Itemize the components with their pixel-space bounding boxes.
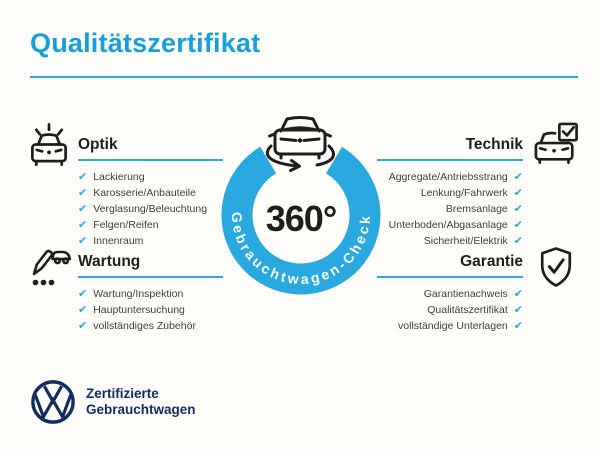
section-items-wartung	[78, 278, 223, 334]
check-item-label: Aggregate/Antriebsstrang	[388, 170, 508, 183]
check-icon: ✔	[78, 287, 88, 300]
page-title: Qualitätszertifikat	[30, 28, 261, 58]
check-icon: ✔	[78, 218, 88, 231]
check-item	[377, 233, 523, 249]
check-icon: ✔	[513, 287, 523, 300]
section-items-optik	[78, 161, 223, 249]
check-icon: ✔	[78, 234, 88, 247]
check-icon: ✔	[513, 186, 523, 199]
rotating-car-icon	[259, 113, 341, 183]
check-item-label: Bremsanlage	[445, 202, 508, 215]
vw-logo-icon	[30, 379, 76, 425]
check-item	[78, 233, 223, 249]
check-icon: ✔	[78, 186, 88, 199]
title-divider	[30, 76, 578, 78]
check-item	[377, 318, 523, 334]
check-item-label: vollständiges Zubehör	[93, 319, 196, 332]
check-icon: ✔	[78, 303, 88, 316]
check-icon: ✔	[513, 202, 523, 215]
check-item-label: Sicherheit/Elektrik	[423, 234, 508, 247]
check-item-label: Innenraum	[93, 234, 144, 247]
check-item	[78, 217, 223, 233]
check-icon: ✔	[513, 170, 523, 183]
check-item-label: Qualitätszertifikat	[427, 303, 508, 316]
check-item-label: Lackierung	[93, 170, 145, 183]
car-checkbox-icon	[532, 122, 580, 166]
section-title-technik: Technik	[377, 136, 523, 161]
check-icon: ✔	[513, 218, 523, 231]
check-icon: ✔	[513, 303, 523, 316]
shield-check-icon	[537, 245, 575, 289]
check-icon: ✔	[78, 319, 88, 332]
check-icon: ✔	[78, 170, 88, 183]
check-icon: ✔	[513, 234, 523, 247]
check-item-label: Felgen/Reifen	[93, 218, 159, 231]
check-item-label: Garantienachweis	[423, 287, 508, 300]
brand-line1: Zertifizierte	[86, 385, 159, 401]
check-icon: ✔	[513, 319, 523, 332]
check-icon: ✔	[78, 202, 88, 215]
check-item-label: vollständige Unterlagen	[398, 319, 508, 332]
check-item-label: Hauptuntersuchung	[93, 303, 185, 316]
brand-line2: Gebrauchtwagen	[86, 402, 196, 417]
check-item	[78, 286, 223, 302]
check-item	[78, 302, 223, 318]
brand-text	[86, 386, 196, 419]
check-item-label: Wartung/Inspektion	[93, 287, 184, 300]
section-garantie	[377, 253, 523, 334]
check-item-label: Lenkung/Fahrwerk	[420, 186, 508, 199]
section-optik	[78, 136, 223, 249]
section-items-technik	[377, 161, 523, 249]
check-item	[377, 302, 523, 318]
check-item	[377, 169, 523, 185]
section-title-garantie: Garantie	[377, 253, 523, 278]
section-technik	[377, 136, 523, 249]
service-checklist-icon	[27, 243, 73, 287]
check-item-label: Karosserie/Anbauteile	[93, 186, 196, 199]
check-item	[377, 201, 523, 217]
degree-label: 360°	[265, 198, 337, 239]
check-item	[377, 185, 523, 201]
check-item	[78, 169, 223, 185]
check-item	[377, 217, 523, 233]
check-item	[78, 318, 223, 334]
section-items-garantie	[377, 278, 523, 334]
check-item-label: Unterboden/Abgasanlage	[388, 218, 508, 231]
check-item-label: Verglasung/Beleuchtung	[93, 202, 208, 215]
check-item	[377, 286, 523, 302]
section-title-optik: Optik	[78, 136, 223, 161]
section-title-wartung: Wartung	[78, 253, 223, 278]
footer-brand	[30, 379, 196, 425]
section-wartung	[78, 253, 223, 334]
check-item	[78, 201, 223, 217]
shining-car-icon	[27, 121, 71, 168]
ring-label: Gebrauchtwagen-Check	[228, 211, 374, 288]
check-item	[78, 185, 223, 201]
